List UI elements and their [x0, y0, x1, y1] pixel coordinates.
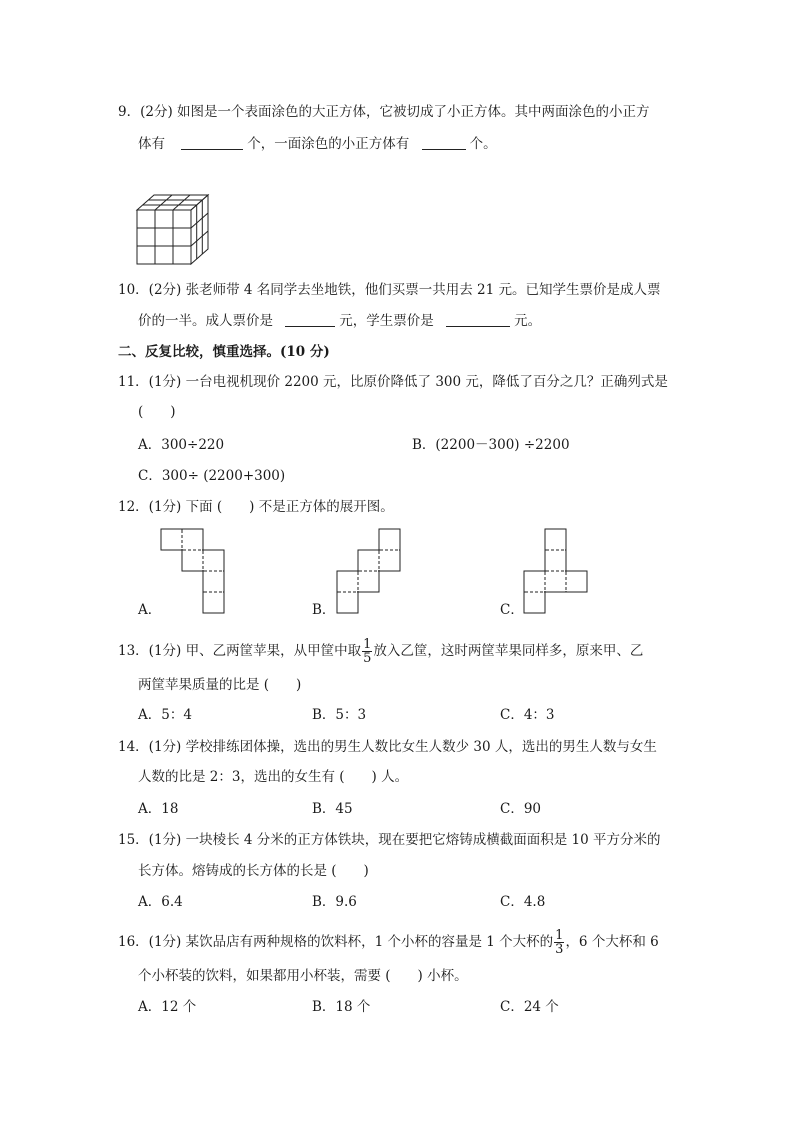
q10-text-a: 价的一半。成人票价是 [138, 313, 273, 329]
q11-line1: 11．(1分) 一台电视机现价 2200 元，比原价降低了 300 元，降低了百分之几？正确列式是 [118, 374, 668, 390]
q16-text-a: 16．(1分) 某饮品店有两种规格的饮料杯，1 个小杯的容量是 1 个大杯的 [118, 934, 554, 950]
cube-net-c [523, 528, 593, 618]
q16-text-b: ，6 个大杯和 6 [565, 934, 659, 950]
q13-option-b[interactable]: B．5：3 [312, 707, 367, 723]
q16-fraction-numerator: 1 [555, 928, 564, 943]
q11-option-c[interactable]: C．300÷ (2200+300) [138, 468, 286, 484]
q9-answer-blank-1[interactable] [181, 135, 243, 150]
q14-option-b[interactable]: B．45 [312, 801, 353, 817]
q13-option-c[interactable]: C．4：3 [500, 707, 555, 723]
q10-line1: 10．(2分) 张老师带 4 名同学去坐地铁，他们买票一共用去 21 元。已知学生票价是成人票 [118, 282, 661, 298]
q11-option-a[interactable]: A．300÷220 [138, 437, 225, 453]
q9-answer-blank-2[interactable] [422, 135, 466, 150]
q16-fraction [554, 929, 564, 956]
q15-option-c[interactable]: C．4.8 [500, 894, 546, 910]
q14-option-a[interactable]: A．18 [138, 801, 179, 817]
q10-text-c: 元。 [514, 313, 542, 329]
q14-line2: 人数的比是 2：3，选出的女生有 ( ) 人。 [138, 769, 409, 785]
q16-line2: 个小杯装的饮料，如果都用小杯装，需要 ( ) 小杯。 [138, 968, 468, 984]
q11-line2: ( ) [138, 404, 176, 420]
q10-answer-blank-2[interactable] [446, 312, 510, 327]
q15-option-a[interactable]: A．6.4 [138, 894, 183, 910]
painted-cube-figure [136, 192, 216, 267]
q13-fraction-denominator: 5 [363, 651, 372, 666]
q10-text-b: 元，学生票价是 [339, 313, 434, 329]
q10-answer-blank-1[interactable] [285, 312, 335, 327]
cube-net-b [336, 528, 406, 618]
q9-line1: 9．(2分) 如图是一个表面涂色的大正方体，它被切成了小正方体。其中两面涂色的小正方 [118, 104, 650, 120]
q10-line2 [138, 311, 541, 331]
q12-option-c[interactable]: C． [500, 602, 524, 618]
q13-fraction-numerator: 1 [363, 637, 372, 652]
q9-text-b: 个，一面涂色的小正方体有 [247, 136, 410, 152]
cube-net-a [160, 528, 230, 618]
q13-option-a[interactable]: A．5：4 [138, 707, 192, 723]
q15-line1: 15．(1分) 一块棱长 4 分米的正方体铁块，现在要把它熔铸成横截面面积是 10 平方分米的 [118, 832, 661, 848]
q14-option-c[interactable]: C．90 [500, 801, 542, 817]
q13-fraction [362, 638, 372, 665]
q12-option-b[interactable]: B． [312, 602, 336, 618]
q12-option-a[interactable]: A． [138, 602, 162, 618]
q13-text-a: 13．(1分) 甲、乙两筐苹果，从甲筐中取 [118, 643, 362, 659]
q13-line2: 两筐苹果质量的比是 ( ) [138, 677, 302, 693]
q14-line1: 14．(1分) 学校排练团体操，选出的男生人数比女生人数少 30 人，选出的男生人数与女生 [118, 739, 657, 755]
q12-line1: 12．(1分) 下面 ( ) 不是正方体的展开图。 [118, 499, 394, 515]
q16-fraction-denominator: 3 [555, 942, 564, 957]
q13-line1 [118, 638, 643, 665]
q16-option-c[interactable]: C．24 个 [500, 999, 559, 1015]
q15-line2: 长方体。熔铸成的长方体的长是 ( ) [138, 863, 369, 879]
q9-line2 [138, 134, 497, 154]
q9-text-a: 体有 [138, 136, 165, 152]
q15-option-b[interactable]: B．9.6 [312, 894, 357, 910]
q16-line1 [118, 929, 659, 956]
q16-option-b[interactable]: B．18 个 [312, 999, 371, 1015]
q16-option-a[interactable]: A．12 个 [138, 999, 197, 1015]
q11-option-b[interactable]: B．(2200－300) ÷2200 [412, 437, 570, 453]
section-2-heading: 二、反复比较，慎重选择。(10 分) [118, 344, 330, 360]
q13-text-b: 放入乙筐，这时两筐苹果同样多，原来甲、乙 [373, 643, 644, 659]
q9-text-c: 个。 [469, 136, 497, 152]
